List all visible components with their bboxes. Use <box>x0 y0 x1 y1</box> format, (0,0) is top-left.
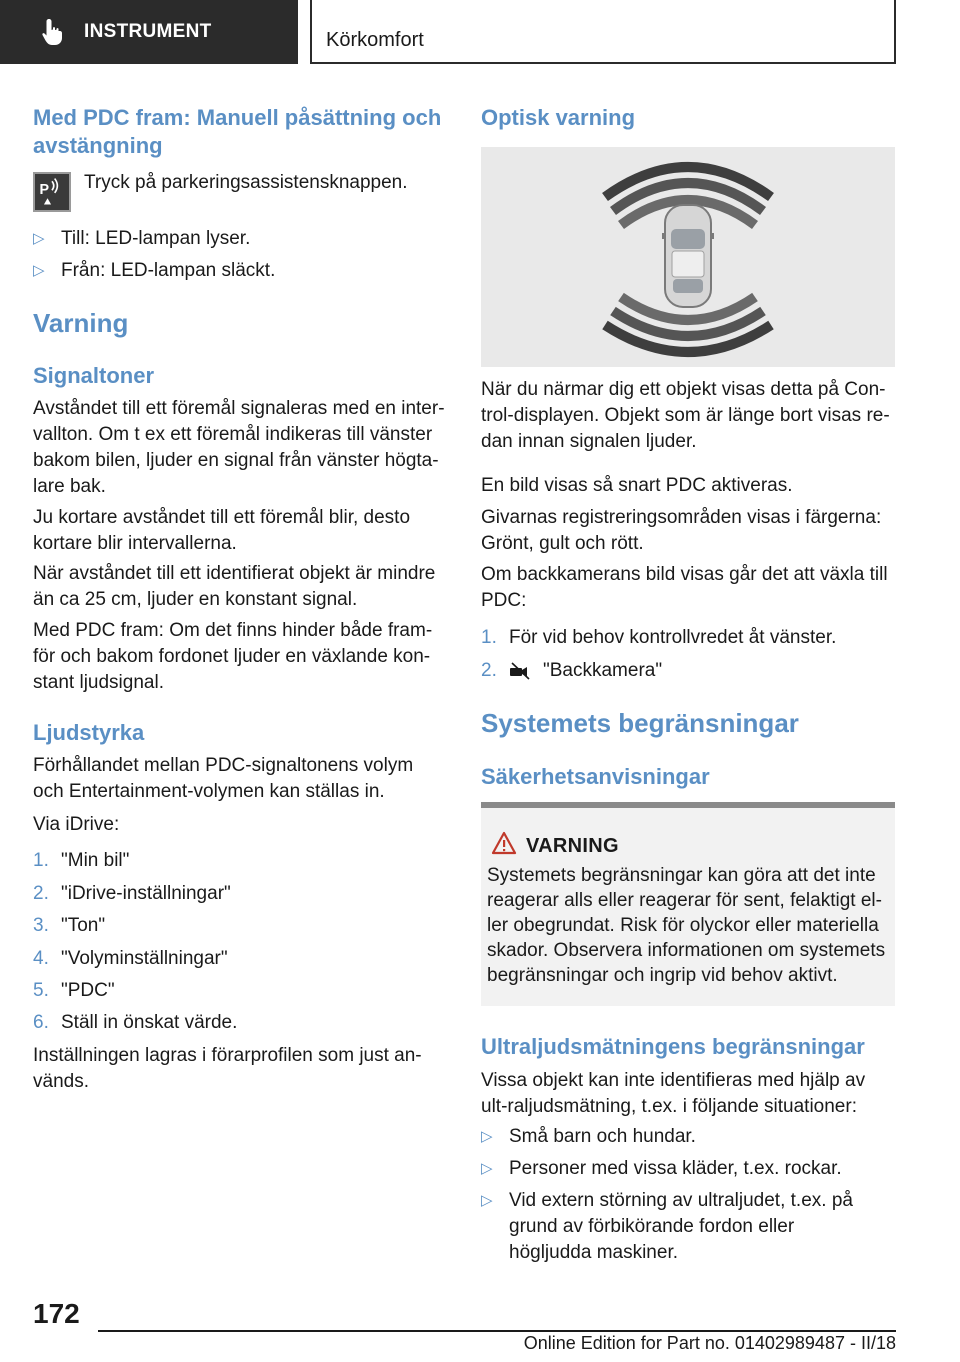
paragraph: Givarnas registreringsområden visas i färgerna: Grönt, gult och rött. <box>481 507 882 554</box>
backup-camera-icon <box>509 661 531 681</box>
heading-signaltoner: Signaltoner <box>33 363 155 388</box>
parking-assist-button-icon <box>33 172 71 212</box>
paragraph: När du närmar dig ett objekt visas detta på Con-trol-displayen. Objekt som är länge bort visas re-dan innan signalen ljuder. <box>481 379 890 452</box>
page-number: 172 <box>33 1298 80 1329</box>
car-sensor-diagram <box>481 147 895 367</box>
heading-ljudstyrka: Ljudstyrka <box>33 720 145 745</box>
heading-optisk-varning: Optisk varning <box>481 105 636 130</box>
paragraph: Avståndet till ett föremål signaleras med en inter-vallton. Om t ex ett föremål indikeras till vänster bakom bilen, ljuder en signal från vänster högta-lare bak. <box>33 398 445 497</box>
paragraph: Med PDC fram: Om det finns hinder både fram-för och bakom fordonet ljuder en växlande kon-stant ljudsignal. <box>33 620 433 693</box>
triangle-bullet-icon: ▷ <box>481 1192 493 1209</box>
paragraph: En bild visas så snart PDC aktiveras. <box>481 475 793 496</box>
triangle-bullet-icon: ▷ <box>481 1160 493 1177</box>
pdc-display-figure <box>481 147 895 367</box>
section-header <box>310 0 896 64</box>
paragraph: Inställningen lagras i förarprofilen som just an-vänds. <box>33 1045 422 1092</box>
paragraph: Ju kortare avståndet till ett föremål blir, desto kortare blir intervallerna. <box>33 507 411 554</box>
heading-pdc-manual: Med PDC fram: Manuell påsättning och avstängning <box>33 105 442 158</box>
footer-divider <box>98 1330 896 1332</box>
hand-pointer-icon <box>40 17 66 47</box>
triangle-bullet-icon: ▷ <box>33 230 45 247</box>
paragraph: När avståndet till ett identifierat objekt är mindre än ca 25 cm, ljuder en konstant signal. <box>33 563 436 610</box>
triangle-bullet-icon: ▷ <box>481 1128 493 1145</box>
heading-sakerhetsanvisningar: Säkerhetsanvisningar <box>481 764 710 789</box>
svg-text:P: P <box>39 181 50 198</box>
heading-varning: Varning <box>33 308 129 338</box>
footer-edition: Online Edition for Part no. 01402989487 - II/18 <box>523 1333 896 1353</box>
warning-text: Systemets begränsningar kan göra att det inte reagerar alls eller reagerar för sent, felaktigt el-ler obegrundat. Risk för olyckor eller materiella skador. Observera informationen om systemets begränsningar och ingrip vid behov aktivt. <box>487 865 886 986</box>
paragraph: Vissa objekt kan inte identifieras med hjälp av ult-raljudsmätning, t.ex. i följande situationer: <box>481 1070 866 1117</box>
paragraph: Via iDrive: <box>33 814 120 835</box>
heading-ultraljud: Ultraljudsmätningens begränsningar <box>481 1034 865 1059</box>
paragraph: Förhållandet mellan PDC-signaltonens volym och Entertainment-volymen kan ställas in. <box>33 755 414 802</box>
heading-systemets-begransningar: Systemets begränsningar <box>481 708 799 738</box>
warning-triangle-icon <box>491 831 517 855</box>
press-instruction: Tryck på parkeringsassistensknappen. <box>84 172 408 193</box>
paragraph: Om backkamerans bild visas går det att växla till PDC: <box>481 564 888 611</box>
section-title: Körkomfort <box>326 29 424 51</box>
triangle-bullet-icon: ▷ <box>33 262 45 279</box>
chapter-label: INSTRUMENT <box>84 21 212 42</box>
parking-sensor-icon <box>35 174 69 210</box>
warning-title: VARNING <box>526 835 619 857</box>
warning-box <box>481 802 895 1006</box>
chapter-tab <box>0 0 298 64</box>
